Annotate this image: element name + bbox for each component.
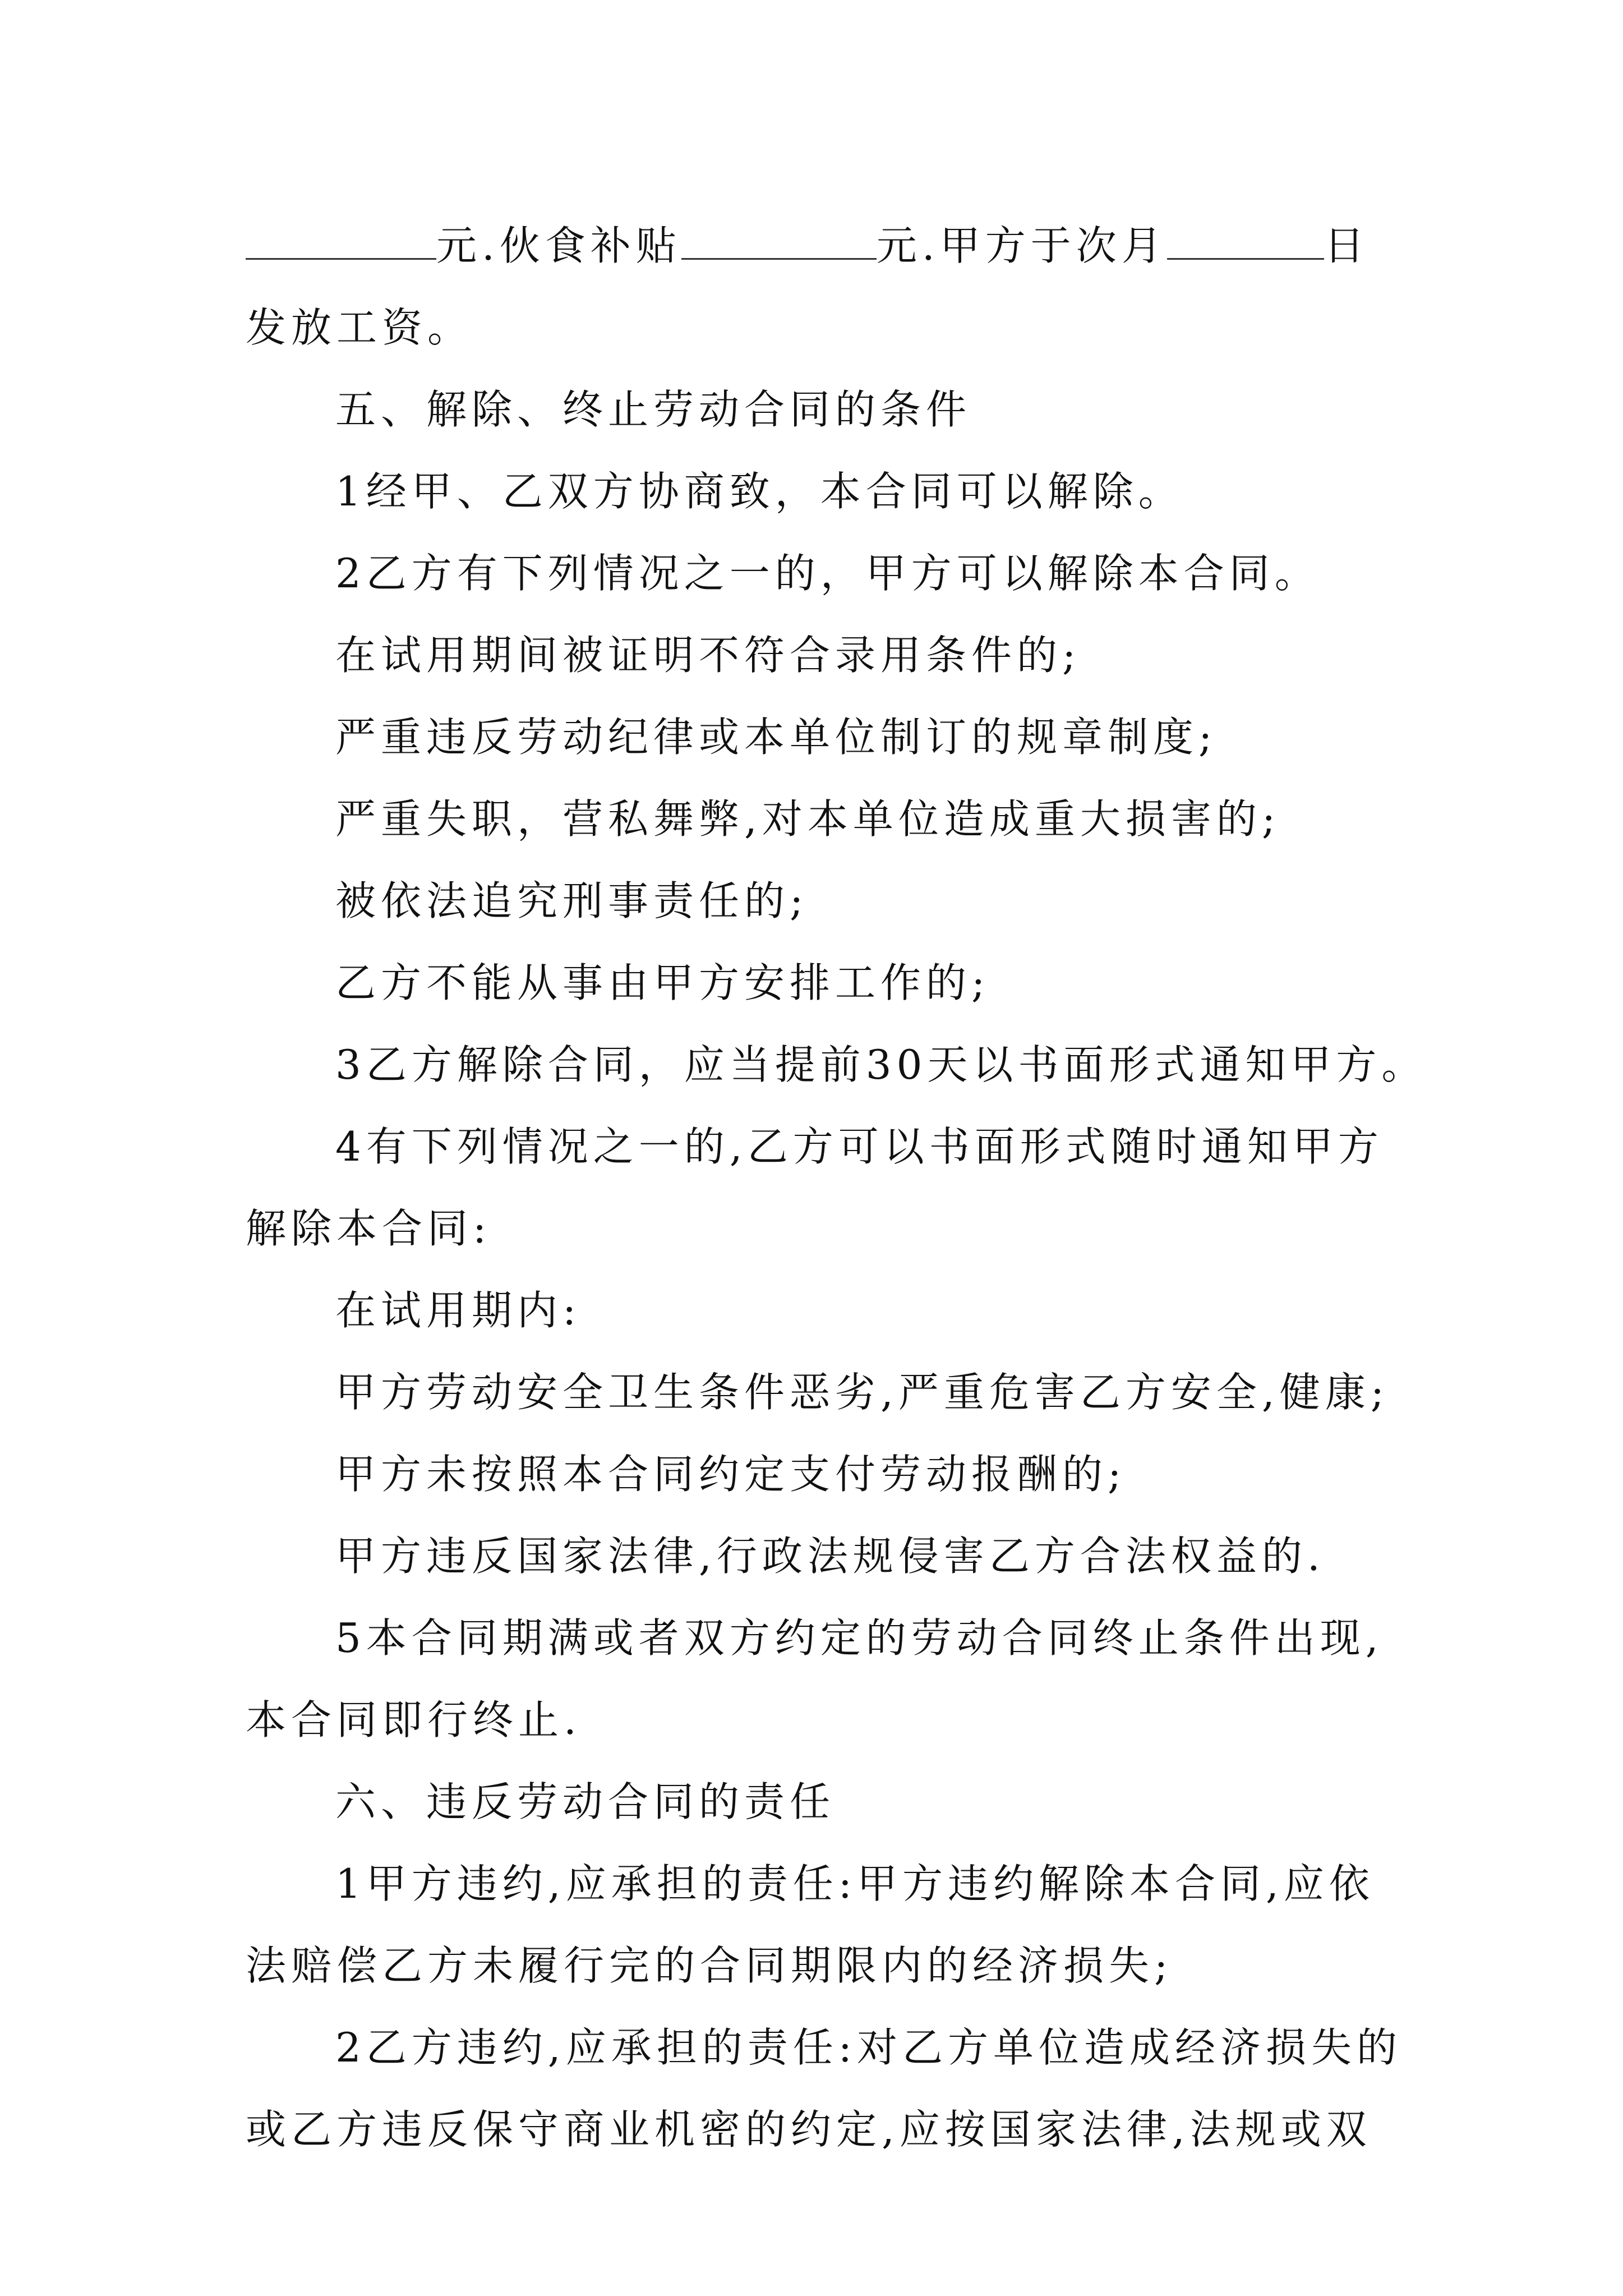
section-heading: 五、解除、终止劳动合同的条件	[335, 386, 972, 433]
fill-in-blank[interactable]	[246, 224, 436, 260]
paragraph-line: 1甲方违约,应承担的责任:甲方违约解除本合同,应依	[335, 1860, 1375, 1907]
fill-in-blank[interactable]	[1167, 224, 1324, 260]
fill-in-blank[interactable]	[681, 224, 877, 260]
paragraph-line: 1经甲、乙双方协商致，本合同可以解除。	[335, 468, 1184, 515]
list-item: 严重违反劳动纪律或本单位制订的规章制度;	[335, 714, 1218, 761]
paragraph-line: 本合同即行终止.	[246, 1696, 582, 1743]
paragraph-line: 法赔偿乙方未履行完的合同期限内的经济损失;	[246, 1942, 1173, 1989]
paragraph-line: 或乙方违反保守商业机密的约定,应按国家法律,法规或双	[246, 2106, 1372, 2153]
paragraph-line: 2乙方有下列情况之一的，甲方可以解除本合同。	[335, 550, 1320, 597]
wage-text-1: 元.伙食补贴	[436, 222, 681, 269]
list-item: 被依法追究刑事责任的;	[335, 877, 809, 924]
list-item: 在试用期内:	[335, 1287, 582, 1334]
list-item: 甲方劳动安全卫生条件恶劣,严重危害乙方安全,健康;	[335, 1369, 1390, 1416]
list-item: 严重失职，营私舞弊,对本单位造成重大损害的;	[335, 795, 1281, 843]
wage-line	[246, 218, 1390, 300]
list-item: 甲方未按照本合同约定支付劳动报酬的;	[335, 1451, 1127, 1498]
paragraph-line: 5本合同期满或者双方约定的劳动合同终止条件出现,	[335, 1614, 1384, 1662]
list-item: 甲方违反国家法律,行政法规侵害乙方合法权益的.	[335, 1533, 1325, 1580]
paragraph-line: 发放工资。	[246, 304, 473, 351]
section-heading: 六、违反劳动合同的责任	[335, 1778, 836, 1825]
list-item: 乙方不能从事由甲方安排工作的;	[335, 959, 990, 1006]
paragraph-line: 2乙方违约,应承担的责任:对乙方单位造成经济损失的	[335, 2024, 1402, 2071]
paragraph-line: 解除本合同:	[246, 1205, 492, 1252]
wage-text-2: 元.甲方于次月	[876, 222, 1167, 269]
paragraph-line: 4有下列情况之一的,乙方可以书面形式随时通知甲方	[335, 1123, 1384, 1170]
wage-text-3: 日	[1324, 222, 1370, 269]
document-body	[246, 218, 1427, 2183]
paragraph-line: 3乙方解除合同，应当提前30天以书面形式通知甲方。	[335, 1041, 1427, 1088]
list-item: 在试用期间被证明不符合录用条件的;	[335, 632, 1081, 679]
